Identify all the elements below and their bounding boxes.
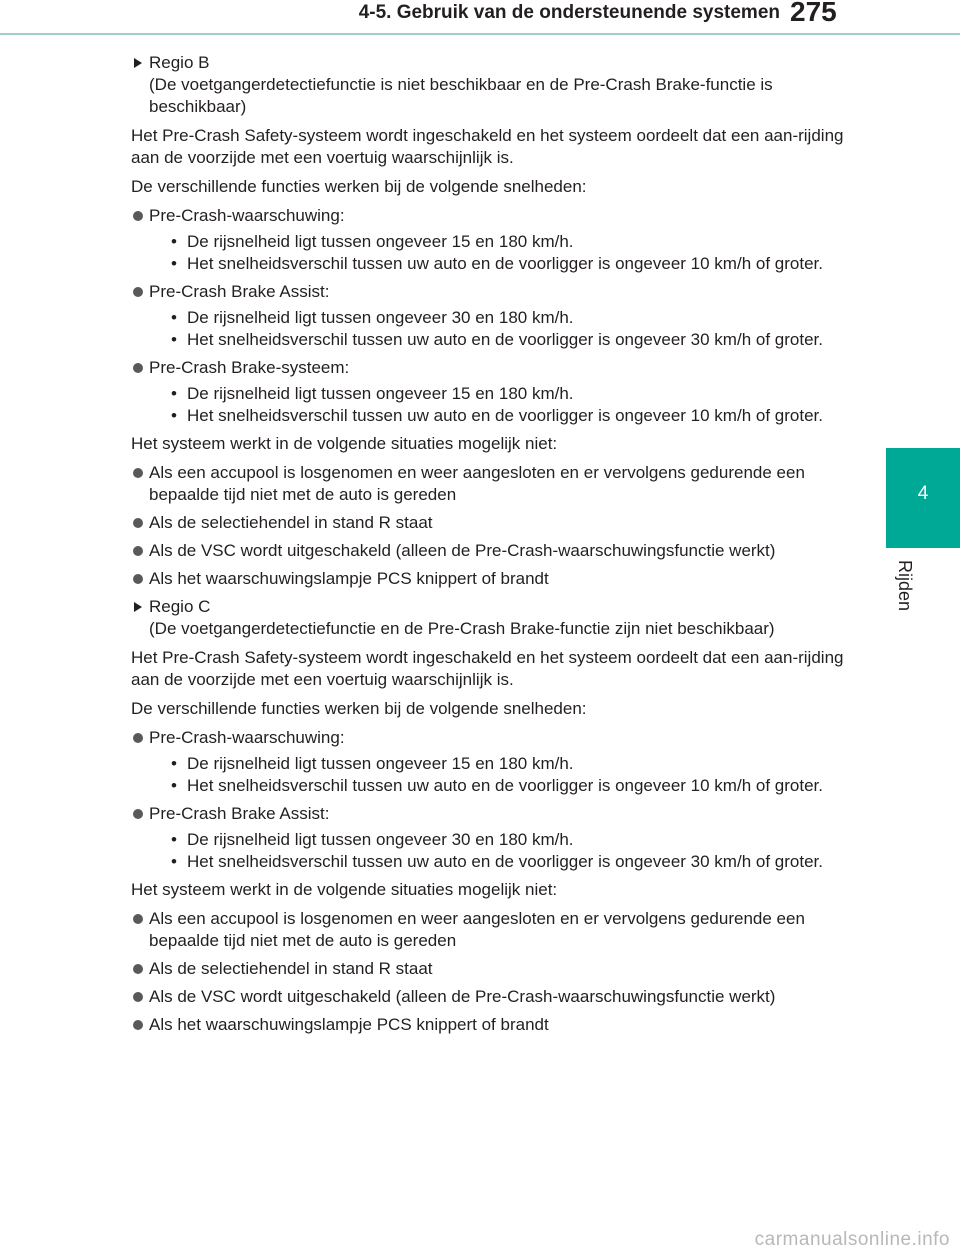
limit-item xyxy=(131,512,851,534)
sub-bullet-icon: • xyxy=(171,330,177,349)
detail-text: Het snelheidsverschil tussen uw auto en de voorligger is ongeveer 10 km/h of groter. xyxy=(187,776,823,795)
regio-b-note-line2: beschikbaar) xyxy=(149,97,247,116)
limit-item xyxy=(131,568,851,590)
function-detail xyxy=(149,775,851,797)
limit-item xyxy=(131,986,851,1008)
header-divider xyxy=(0,33,960,35)
limit-text: Als het waarschuwingslampje PCS knippert of brandt xyxy=(149,1015,549,1034)
function-name: Pre-Crash Brake Assist: xyxy=(149,804,330,823)
regio-b-speeds-intro: De verschillende functies werken bij de volgende snelheden: xyxy=(131,177,587,196)
function-detail xyxy=(149,253,851,275)
regio-b-note-line1: (De voetgangerdetectiefunctie is niet beschikbaar en de Pre-Crash Brake-functie is xyxy=(149,75,773,94)
regio-b-limits-intro: Het systeem werkt in de volgende situaties mogelijk niet: xyxy=(131,434,558,453)
sub-bullet-icon: • xyxy=(171,830,177,849)
function-item xyxy=(131,357,851,427)
round-bullet-icon xyxy=(133,468,143,478)
round-bullet-icon xyxy=(133,1020,143,1030)
limit-item xyxy=(131,1014,851,1036)
round-bullet-icon xyxy=(133,574,143,584)
regio-c-heading xyxy=(131,596,851,640)
regio-b-title: Regio B xyxy=(149,53,210,72)
function-name: Pre-Crash Brake-systeem: xyxy=(149,358,350,377)
sub-bullet-icon: • xyxy=(171,754,177,773)
detail-text: De rijsnelheid ligt tussen ongeveer 15 en 180 km/h. xyxy=(187,754,574,773)
limit-item xyxy=(131,540,851,562)
regio-c-limits-intro: Het systeem werkt in de volgende situaties mogelijk niet: xyxy=(131,880,558,899)
sub-bullet-icon: • xyxy=(171,232,177,251)
regio-c-title: Regio C xyxy=(149,597,211,616)
round-bullet-icon xyxy=(133,992,143,1002)
regio-c-section xyxy=(131,596,851,1036)
detail-text: Het snelheidsverschil tussen uw auto en de voorligger is ongeveer 10 km/h of groter. xyxy=(187,254,823,273)
limit-item xyxy=(131,908,851,952)
site-watermark: carmanualsonline.info xyxy=(754,1229,950,1250)
regio-c-intro: Het Pre-Crash Safety-systeem wordt ingeschakeld en het systeem oordeelt dat een aan-rijding aan de voorzijde met een voertuig waarschijnlijk is. xyxy=(131,648,844,689)
limit-text: Als de selectiehendel in stand R staat xyxy=(149,959,433,978)
round-bullet-icon xyxy=(133,211,143,221)
limit-text: Als de selectiehendel in stand R staat xyxy=(149,513,433,532)
round-bullet-icon xyxy=(133,518,143,528)
detail-text: De rijsnelheid ligt tussen ongeveer 15 en 180 km/h. xyxy=(187,384,574,403)
function-name: Pre-Crash-waarschuwing: xyxy=(149,206,345,225)
sub-bullet-icon: • xyxy=(171,776,177,795)
sub-bullet-icon: • xyxy=(171,254,177,273)
chapter-number: 4 xyxy=(917,483,929,504)
function-detail xyxy=(149,383,851,405)
function-name: Pre-Crash-waarschuwing: xyxy=(149,728,345,747)
chapter-label-container xyxy=(894,560,950,620)
function-detail xyxy=(149,829,851,851)
regio-b-heading xyxy=(131,52,851,118)
function-detail xyxy=(149,405,851,427)
triangle-bullet-icon xyxy=(134,58,142,68)
chapter-label: Rijden xyxy=(895,560,915,612)
round-bullet-icon xyxy=(133,546,143,556)
limit-text: Als een accupool is losgenomen en weer aangesloten en er vervolgens gedurende een bepaalde tijd niet met de auto is gereden xyxy=(149,463,805,504)
limit-item xyxy=(131,462,851,506)
triangle-bullet-icon xyxy=(134,602,142,612)
section-title: 4-5. Gebruik van de ondersteunende systemen xyxy=(358,2,780,23)
detail-text: Het snelheidsverschil tussen uw auto en de voorligger is ongeveer 10 km/h of groter. xyxy=(187,406,823,425)
detail-text: Het snelheidsverschil tussen uw auto en de voorligger is ongeveer 30 km/h of groter. xyxy=(187,852,823,871)
function-name: Pre-Crash Brake Assist: xyxy=(149,282,330,301)
page-number: 275 xyxy=(790,0,837,27)
detail-text: De rijsnelheid ligt tussen ongeveer 30 en 180 km/h. xyxy=(187,308,574,327)
function-detail xyxy=(149,307,851,329)
regio-c-note-line1: (De voetgangerdetectiefunctie en de Pre-Crash Brake-functie zijn niet beschikbaar) xyxy=(149,619,775,638)
page-header xyxy=(0,0,960,36)
sub-bullet-icon: • xyxy=(171,406,177,425)
function-detail xyxy=(149,329,851,351)
page-content xyxy=(131,52,851,1042)
function-item xyxy=(131,205,851,275)
regio-b-intro: Het Pre-Crash Safety-systeem wordt ingeschakeld en het systeem oordeelt dat een aan-rijding aan de voorzijde met een voertuig waarschijnlijk is. xyxy=(131,126,844,167)
round-bullet-icon xyxy=(133,809,143,819)
detail-text: De rijsnelheid ligt tussen ongeveer 30 en 180 km/h. xyxy=(187,830,574,849)
function-item xyxy=(131,281,851,351)
round-bullet-icon xyxy=(133,964,143,974)
limit-text: Als een accupool is losgenomen en weer aangesloten en er vervolgens gedurende een bepaalde tijd niet met de auto is gereden xyxy=(149,909,805,950)
limit-item xyxy=(131,958,851,980)
round-bullet-icon xyxy=(133,287,143,297)
function-item xyxy=(131,727,851,797)
sub-bullet-icon: • xyxy=(171,852,177,871)
chapter-tab xyxy=(886,448,960,548)
round-bullet-icon xyxy=(133,914,143,924)
detail-text: Het snelheidsverschil tussen uw auto en de voorligger is ongeveer 30 km/h of groter. xyxy=(187,330,823,349)
limit-text: Als het waarschuwingslampje PCS knippert of brandt xyxy=(149,569,549,588)
function-detail xyxy=(149,231,851,253)
function-item xyxy=(131,803,851,873)
limit-text: Als de VSC wordt uitgeschakeld (alleen de Pre-Crash-waarschuwingsfunctie werkt) xyxy=(149,987,776,1006)
regio-b-section xyxy=(131,52,851,590)
limit-text: Als de VSC wordt uitgeschakeld (alleen de Pre-Crash-waarschuwingsfunctie werkt) xyxy=(149,541,776,560)
sub-bullet-icon: • xyxy=(171,384,177,403)
regio-c-speeds-intro: De verschillende functies werken bij de volgende snelheden: xyxy=(131,699,587,718)
function-detail xyxy=(149,851,851,873)
round-bullet-icon xyxy=(133,733,143,743)
function-detail xyxy=(149,753,851,775)
round-bullet-icon xyxy=(133,363,143,373)
sub-bullet-icon: • xyxy=(171,308,177,327)
detail-text: De rijsnelheid ligt tussen ongeveer 15 en 180 km/h. xyxy=(187,232,574,251)
